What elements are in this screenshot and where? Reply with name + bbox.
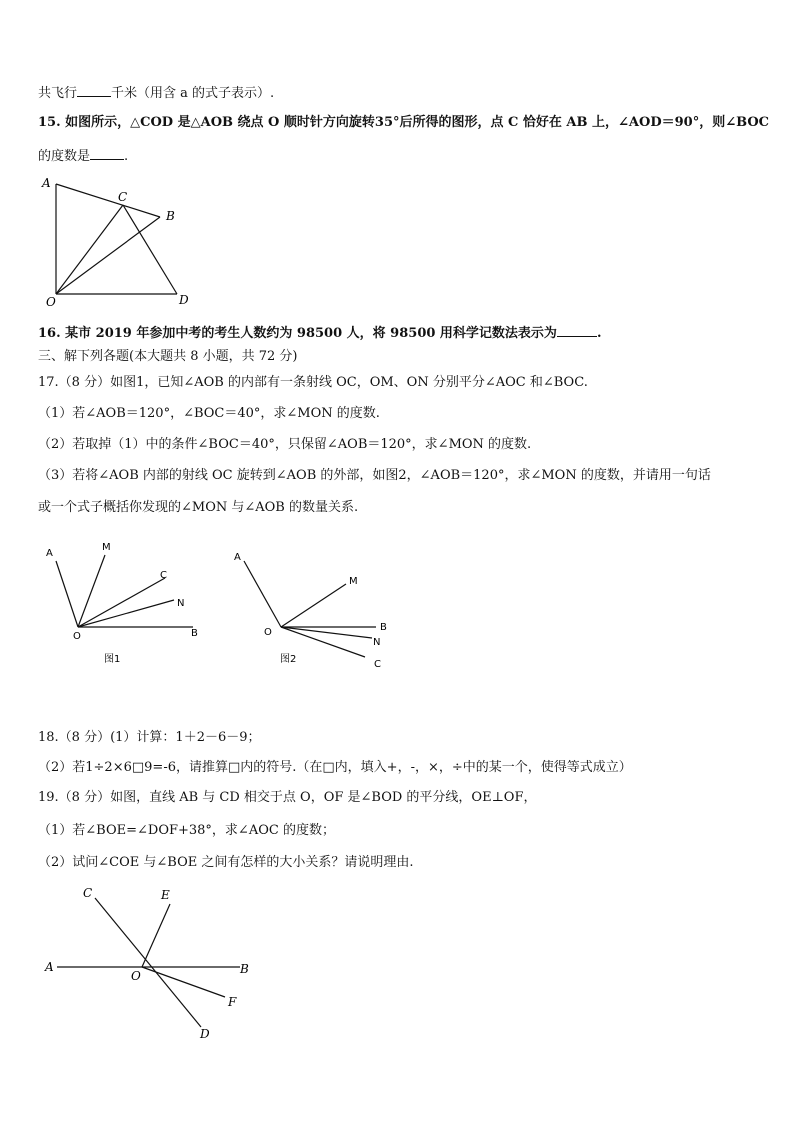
label-A: A xyxy=(45,960,54,974)
text-segment: 16. 某市 2019 年参加中考的考生人数约为 98500 人，将 98500 用科学记数法表示为 xyxy=(38,326,557,341)
text-segment: . xyxy=(124,149,129,164)
figure-1 xyxy=(40,536,210,670)
question-19-part2: （2）试问∠COE 与∠BOE 之间有怎样的大小关系？请说明理由. xyxy=(38,855,414,870)
figure-caption: 图2 xyxy=(280,654,297,665)
answer-blank xyxy=(557,324,597,337)
question-19: 19.（8 分）如图，直线 AB 与 CD 相交于点 O，OF 是∠BOD 的平分线，OE⊥OF， xyxy=(38,790,537,805)
label-O: O xyxy=(264,627,272,638)
label-O: O xyxy=(73,631,81,642)
section-heading: 三、解下列各题(本大题共 8 小题，共 72 分) xyxy=(38,349,298,364)
question-17-part3: （3）若将∠AOB 内部的射线 OC 旋转到∠AOB 的外部，如图2，∠AOB＝120°，求∠MON 的度数，并请用一句话 xyxy=(38,468,711,483)
question-16 xyxy=(38,324,601,342)
question-15-line1: 15. 如图所示，△COD 是△AOB 绕点 O 顺时针方向旋转35°后所得的图形，点 C 恰好在 AB 上，∠AOD＝90°，则∠BOC xyxy=(38,115,769,130)
label-D: D xyxy=(200,1027,210,1041)
question-15-line2 xyxy=(38,147,128,165)
question-17-part2: （2）若取掉（1）中的条件∠BOC＝40°，只保留∠AOB＝120°，求∠MON 的度数. xyxy=(38,437,532,452)
label-M: M xyxy=(349,576,358,587)
text-segment: 共飞行 xyxy=(38,86,78,101)
text-segment: 的度数是 xyxy=(38,149,91,164)
question-17: 17.（8 分）如图1，已知∠AOB 的内部有一条射线 OC，OM、ON 分别平分∠AOC 和∠BOC. xyxy=(38,375,588,390)
label-E: E xyxy=(161,888,170,902)
label-C: C xyxy=(160,570,167,581)
question-17-part1: （1）若∠AOB＝120°，∠BOC＝40°，求∠MON 的度数. xyxy=(38,406,380,421)
label-C: C xyxy=(374,659,381,670)
label-M: M xyxy=(102,542,111,553)
label-B: B xyxy=(191,628,198,639)
text-segment: 千米（用含 a 的式子表示）. xyxy=(111,86,275,101)
label-A: A xyxy=(234,552,241,563)
label-D: D xyxy=(179,293,189,307)
question-19-part1: （1）若∠BOE=∠DOF+38°，求∠AOC 的度数； xyxy=(38,823,335,838)
label-F: F xyxy=(228,995,237,1009)
label-A: A xyxy=(46,548,53,559)
question-18: 18.（8 分）(1）计算：1＋2－6－9； xyxy=(38,730,261,745)
question-18-part2: （2）若1÷2×6□9=-6，请推算□内的符号.（在□内，填入+，-，×，÷中的某一个，使得等式成立） xyxy=(38,760,632,775)
figure-q15 xyxy=(36,174,196,308)
label-O: O xyxy=(46,295,56,308)
label-B: B xyxy=(240,962,249,976)
label-N: N xyxy=(373,637,381,648)
answer-blank xyxy=(77,84,111,97)
label-B: B xyxy=(166,209,175,223)
answer-blank xyxy=(90,147,124,160)
label-C: C xyxy=(83,886,93,900)
label-C: C xyxy=(118,190,128,204)
figure-caption: 图1 xyxy=(104,654,121,665)
figure-2 xyxy=(226,540,396,674)
label-N: N xyxy=(177,598,185,609)
text-line-top xyxy=(38,84,274,102)
question-17-part3-cont: 或一个式子概括你发现的∠MON 与∠AOB 的数量关系. xyxy=(38,500,359,515)
label-O: O xyxy=(131,969,141,983)
figure-q19 xyxy=(40,880,270,1045)
text-segment: . xyxy=(596,326,602,341)
label-B: B xyxy=(380,622,387,633)
label-A: A xyxy=(42,176,51,190)
